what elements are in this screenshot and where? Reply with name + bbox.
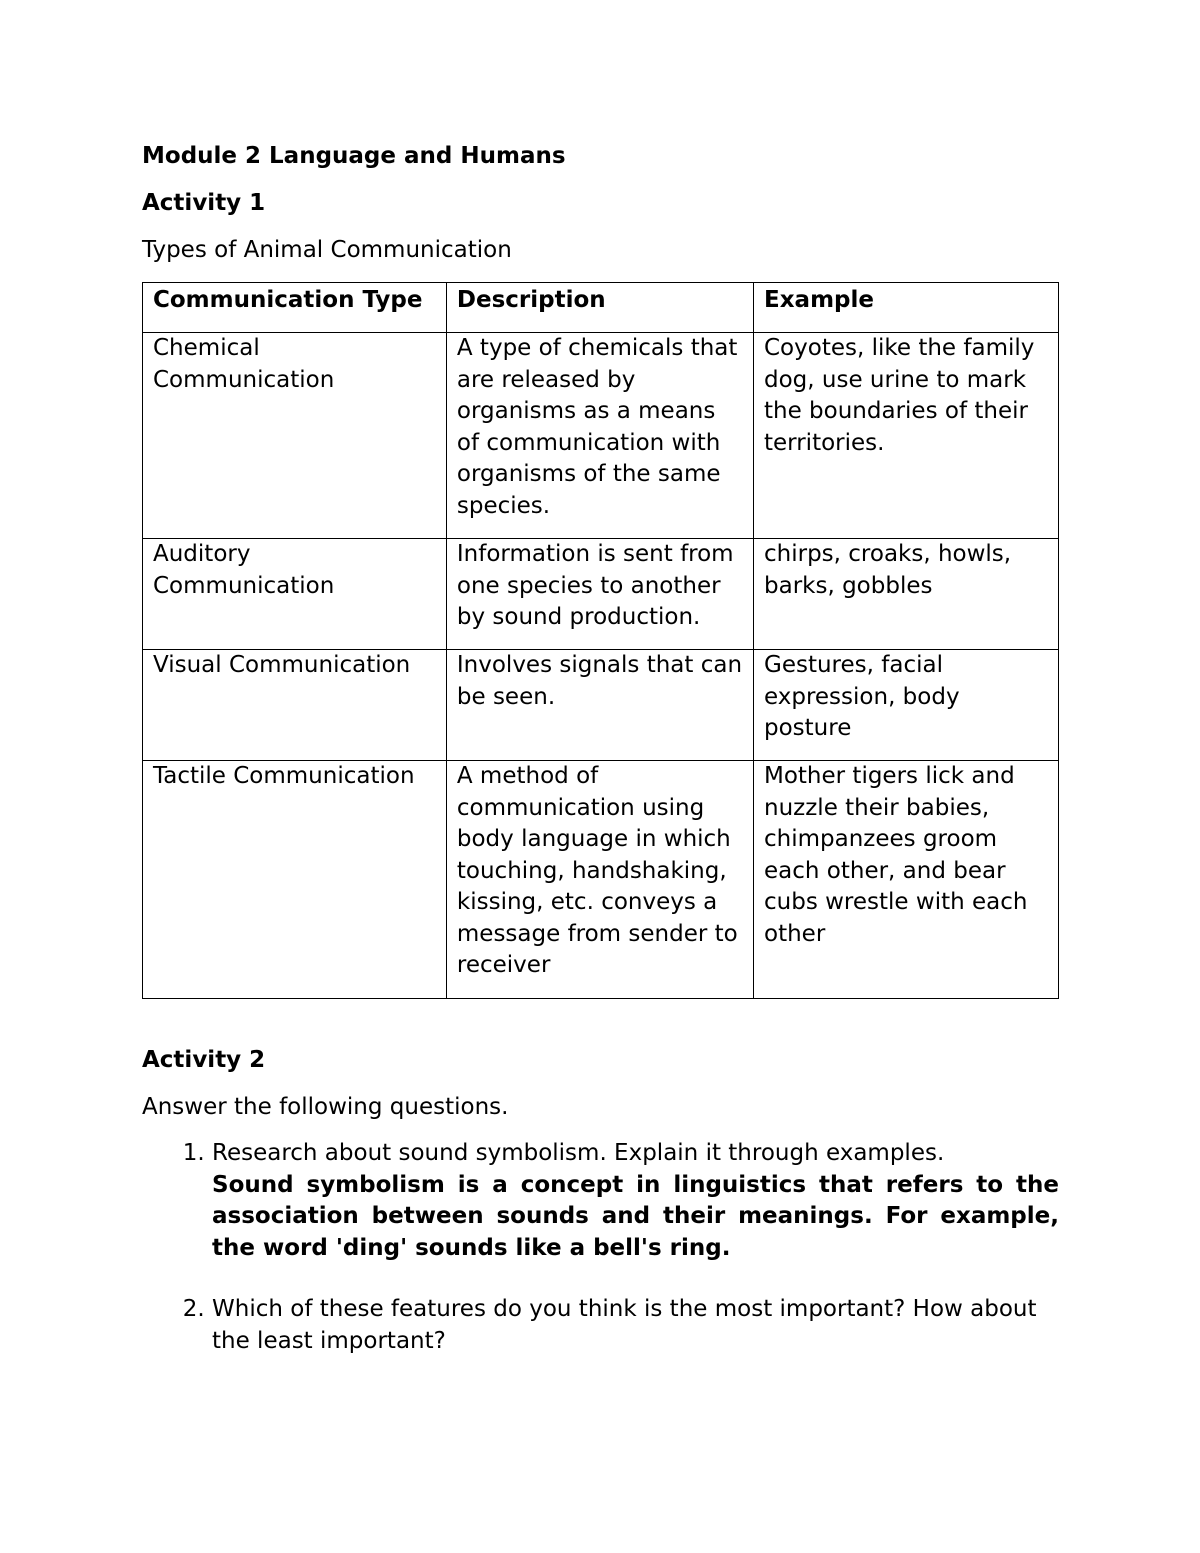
- cell-example: Gestures, facial expression, body posture: [754, 650, 1059, 761]
- table-row: [143, 333, 1059, 539]
- cell-type: Visual Communication: [143, 650, 447, 761]
- activity2-instruction: Answer the following questions.: [142, 1094, 509, 1120]
- question-text: 2. Which of these features do you think is the most important? How about the least important?: [212, 1296, 1037, 1354]
- cell-type: Chemical Communication: [143, 333, 447, 539]
- table-row: [143, 761, 1059, 999]
- cell-description: Information is sent from one species to another by sound production.: [446, 539, 753, 650]
- header-description: Description: [446, 283, 753, 333]
- cell-type: Tactile Communication: [143, 761, 447, 999]
- cell-description: A method of communication using body language in which touching, handshaking, kissing, etc. conveys a message from sender to receiver: [446, 761, 753, 999]
- header-example: Example: [754, 283, 1059, 333]
- list-item: [212, 1294, 1059, 1357]
- question-text: 1. Research about sound symbolism. Explain it through examples.: [212, 1140, 945, 1166]
- cell-example: Coyotes, like the family dog, use urine to mark the boundaries of their territories.: [754, 333, 1059, 539]
- table-row: [143, 539, 1059, 650]
- cell-example: chirps, croaks, howls, barks, gobbles: [754, 539, 1059, 650]
- question-list: [142, 1138, 1059, 1357]
- cell-type: Auditory Communication: [143, 539, 447, 650]
- answer-text: Sound symbolism is a concept in linguistics that refers to the association between sounds and their meanings. For example, the word 'ding' sounds like a bell's ring.: [212, 1171, 1059, 1261]
- activity1-subtitle: Types of Animal Communication: [142, 237, 512, 263]
- cell-description: Involves signals that can be seen.: [446, 650, 753, 761]
- module-title: Module 2 Language and Humans: [142, 143, 566, 169]
- table-row: [143, 650, 1059, 761]
- communication-table: [142, 282, 1059, 999]
- cell-description: A type of chemicals that are released by organisms as a means of communication with organisms of the same species.: [446, 333, 753, 539]
- list-item: [212, 1138, 1059, 1264]
- activity2-heading: Activity 2: [142, 1047, 266, 1073]
- cell-example: Mother tigers lick and nuzzle their babies, chimpanzees groom each other, and bear cubs wrestle with each other: [754, 761, 1059, 999]
- table-header-row: [143, 283, 1059, 333]
- header-communication-type: Communication Type: [143, 283, 447, 333]
- activity1-heading: Activity 1: [142, 190, 266, 216]
